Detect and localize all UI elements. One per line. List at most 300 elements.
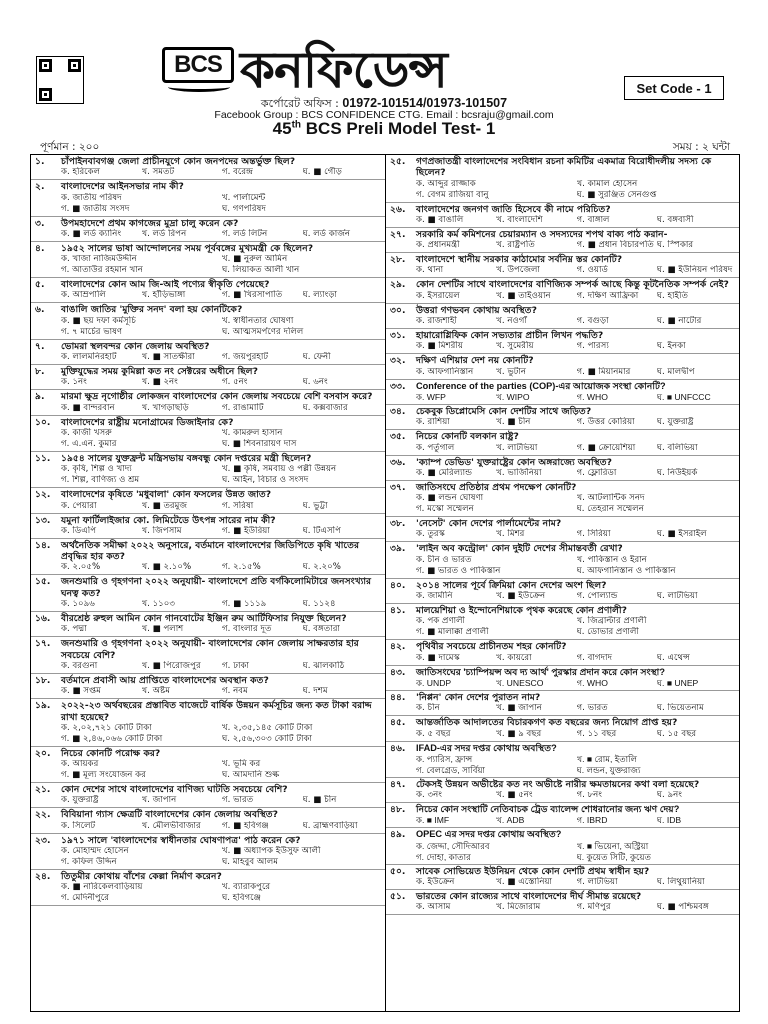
question-number: ৩০. (390, 304, 406, 316)
answer-option: খ. খাগড়াছড়ি (141, 402, 189, 413)
answer-option: গ. বাঙ্গাল (576, 214, 610, 225)
answer-option: খ. ■ এস্তোনিয়া (496, 877, 553, 888)
answer-option: গ. ■ ক্রোয়েশিয়া (576, 442, 636, 453)
question-text: টেকসই উন্নয়ন অভীষ্টের কত নং অভীষ্টে নারীর ক্ষমতায়নের কথা বলা হয়েছে? (416, 778, 700, 790)
answer-option: খ. ■ তরমুজ (141, 500, 188, 511)
question-line (31, 417, 383, 428)
answer-option: ক. কাজী খসরু (61, 427, 112, 438)
answer-option: ক. ইউক্রেন (416, 877, 455, 888)
question-text: যমুনা ফার্টিলাইজার কো. লিমিটেডে উৎপন্ন সারের নাম কী? (61, 514, 276, 526)
question-text: বর্তমানে প্রবাসী আয় প্রাপ্তিতে বাংলাদেশের অবস্থান কত? (61, 674, 269, 686)
answer-option: গ. ■ খিরসাপাতি (222, 290, 283, 301)
question-item (386, 828, 739, 864)
answer-option: ঘ. ১১২৪ (302, 599, 336, 610)
question-item (386, 203, 739, 228)
bcs-logo: BCS (162, 47, 234, 83)
answer-options (31, 759, 383, 781)
answer-option: ক. সিলেট (61, 820, 96, 831)
question-number: ৬. (35, 304, 45, 316)
question-number: ১৮. (35, 674, 51, 686)
question-item (386, 253, 739, 278)
answer-option: ঘ. লন্ডন, যুক্তরাজ্য (576, 764, 641, 775)
answer-option: ঘ. IDB (656, 815, 682, 826)
answer-options (386, 417, 737, 428)
answer-option: ঘ. আত্মসমর্পণের দলিল (222, 326, 304, 337)
answer-option: ক. WFP (416, 391, 446, 402)
answer-options (386, 367, 737, 378)
question-text: বাংলাদেশের রাষ্ট্রীয় মনোগ্রামের ডিজাইনার কে? (61, 416, 234, 428)
answer-options (386, 616, 737, 638)
question-item (31, 217, 385, 242)
answer-option: খ. WIPO (496, 391, 530, 402)
answer-options (386, 529, 737, 540)
answer-option: গ. ওয়ার্ড (576, 265, 608, 276)
answer-options (31, 403, 383, 414)
answer-option: গ. পোল্যান্ড (576, 591, 618, 602)
answer-option: গ. WHO (576, 391, 608, 402)
answer-option: ঘ. ডোভার প্রণালী (576, 627, 639, 638)
answer-option: ঘ. এথেন্স (656, 652, 690, 663)
question-line (31, 613, 383, 624)
question-number: ৩১. (390, 330, 406, 342)
question-text: বিবিয়ানা গ্যাস ক্ষেত্রটি বাংলাদেশের কোন জেলায় অবস্থিত? (61, 809, 278, 821)
answer-options (31, 562, 383, 573)
answer-option: ঘ. ১৫ বছর (656, 728, 697, 739)
answer-option: ক. থানা (416, 265, 444, 276)
question-line (386, 279, 737, 290)
answer-options (31, 501, 383, 512)
question-item (31, 834, 385, 870)
answer-option: ক. কৃষি, শিল্প ও খাদ্য (61, 464, 132, 475)
answer-option: খ. ■ পিরোজপুর (141, 660, 201, 671)
question-item (31, 303, 385, 339)
question-text: বাংলাদেশের আইনসভার নাম কী? (61, 181, 184, 193)
question-number: ৩৩. (390, 380, 406, 392)
answer-option: গ. লর্ড লিটন (222, 228, 268, 239)
question-item (386, 778, 739, 803)
answer-option: গ. ভারত (222, 795, 254, 806)
answer-option: ঘ. ■ UNEP (656, 677, 699, 688)
question-item (31, 674, 385, 699)
answer-options (31, 821, 383, 832)
question-line (31, 871, 383, 882)
answer-option: গ. সিরিয়া (576, 529, 611, 540)
question-number: ২১. (35, 784, 51, 796)
answer-option: গ. বগুড়া (576, 316, 609, 327)
question-number: ২৯. (390, 279, 406, 291)
question-text: জনশুমারি ও গৃহগণনা ২০২২ অনুযায়ী- বাংলাদেশে প্রতি বর্গকিলোমিটারে জনসংখ্যার ঘনত্ব কত? (61, 576, 372, 599)
answer-option: ঘ. লিথুয়ানিয়া (656, 877, 705, 888)
answer-option: খ. ভূমি কর (222, 759, 261, 770)
question-line (386, 254, 737, 265)
answer-option: গ. ■ মিয়ানমার (576, 366, 631, 377)
answer-option: ক. ■ মেরিল্যান্ড (416, 467, 473, 478)
answer-option: ক. আসাম (416, 902, 451, 913)
question-number: ২৭. (390, 228, 406, 240)
answer-options (31, 723, 383, 745)
answer-option: ঘ. ঝালকাঠি (302, 660, 345, 671)
answer-options (31, 377, 383, 388)
answer-option: ঘ. ■ চীন (302, 795, 337, 806)
answer-option: ঘ. লর্ড কার্জন (302, 228, 351, 239)
question-number: ১৬. (35, 613, 51, 625)
question-text: পৃথিবীর সবচেয়ে প্রাচীনতম শহর কোনটি? (416, 641, 567, 653)
question-item (31, 612, 385, 637)
answer-options (386, 443, 737, 454)
answer-option: ঘ. গণপরিষদ (222, 203, 266, 214)
answer-option: ঘ. দশম (302, 686, 328, 697)
question-line (386, 431, 737, 442)
question-item (31, 488, 385, 513)
answer-option: ক. রাশিয়া (416, 417, 450, 428)
answer-option: গ. বাগদাদ (576, 652, 613, 663)
answer-option: খ. জিপসাম (141, 525, 182, 536)
set-code-box: Set Code - 1 (624, 76, 724, 100)
answer-option: ঘ. হবিগঞ্জে (222, 893, 261, 904)
answer-option: ক. ■ লর্ড ক্যানিং (61, 228, 122, 239)
answer-option: ক. ■ মিশরীয় (416, 341, 463, 352)
answer-option: খ. জাপান (141, 795, 177, 806)
answer-option: ক. ১০৯৬ (61, 599, 95, 610)
answer-option: ঘ. লাটভিয়া (656, 591, 698, 602)
answer-option: গ. ভারত (576, 703, 608, 714)
question-number: ৪৬. (390, 742, 406, 754)
answer-option: ঘ. লিয়াকত আলী খান (222, 265, 300, 276)
question-text: ভারতের কোন রাজ্যের সাথে বাংলাদেশের দীর্ঘ সীমান্ত রয়েছে? (416, 891, 642, 903)
question-number: ১৩. (35, 514, 51, 526)
question-item (31, 747, 385, 783)
answer-option: ঘ. ■ পশ্চিমবঙ্গ (656, 902, 709, 913)
question-number: ৪২. (390, 641, 406, 653)
answer-option: খ. সুমেরীয় (496, 341, 534, 352)
answer-option: ক. UNDP (416, 677, 452, 688)
answer-option: খ. মিশর (496, 529, 525, 540)
question-text: ১৯৭১ সালে 'বাংলাদেশের স্বাধীনতার ঘোষণাপত্র' পাঠ করেন কে? (61, 834, 301, 846)
question-line (31, 341, 383, 352)
answer-option: খ. অষ্টম (141, 686, 170, 697)
answer-options (386, 591, 737, 602)
question-item (386, 716, 739, 741)
question-item (386, 304, 739, 329)
answer-options (31, 229, 383, 240)
question-item (31, 870, 385, 906)
question-number: ৩৯. (390, 543, 406, 555)
question-item (31, 539, 385, 576)
question-text: আন্তর্জাতিক আদালতের বিচারকগণ কত বছরের জন্য নিয়োগ প্রাপ্ত হয়? (416, 717, 678, 729)
question-line (386, 829, 737, 840)
answer-option: গ. বরেন্দ্র (222, 167, 254, 178)
answer-option: ঘ. আফগানিস্তান ও পাকিস্তান (576, 565, 676, 576)
full-marks: পূর্ণমান : ২০০ (40, 141, 100, 153)
question-item (386, 228, 739, 253)
question-text: জাতিসংঘের 'চ্যাম্পিয়ন্স অব দ্য আর্থ' পুরস্কার প্রদান করে কোন সংস্থা? (416, 666, 665, 677)
answer-option: ক. আব্দুর রাজ্জাক (416, 178, 476, 189)
office-phone: 01972-101514/01973-101507 (342, 96, 508, 110)
answer-option: ঘ. বঙ্গবাসী (656, 214, 694, 225)
answer-option: গ. কফিল উদ্দিন (61, 857, 117, 868)
question-item (31, 783, 385, 808)
answer-option: খ. ■ চীন (496, 417, 531, 428)
answer-option: গ. ■ প্রধান বিচারপতি (576, 240, 654, 251)
answer-option: গ. পারস্য (576, 341, 609, 352)
answer-option: খ. ■ নুরুল আমিন (222, 254, 288, 265)
answer-option: গ. ■ জাতীয় সংসদ (61, 203, 130, 214)
answer-option: গ. ■ ১১১৯ (222, 599, 267, 610)
question-item (31, 365, 385, 390)
answer-option: গ. দক্ষিণ আফ্রিকা (576, 290, 639, 301)
answer-option: ক. প্রধানমন্ত্রী (416, 240, 460, 251)
question-line (386, 692, 737, 703)
answer-option: ক. চীন (416, 703, 440, 714)
answer-option: ক. পদ্মা (61, 624, 87, 635)
brand-name: কনফিডেন্স (240, 41, 447, 99)
answer-option: খ. বাংলাদেশি (496, 214, 543, 225)
answer-option: ঘ. মাহবুব আলম (222, 857, 279, 868)
answer-option: ঘ. বঙ্গতারা (302, 624, 340, 635)
question-item (386, 579, 739, 604)
answer-options (386, 493, 737, 515)
answer-option: ঘ. হাইতি (656, 290, 688, 301)
answer-option: গ. মণিপুর (576, 902, 611, 913)
question-line (31, 576, 383, 599)
answer-option: খ. ■ ইউক্রেন (496, 591, 546, 602)
answer-option: গ. নবম (222, 686, 248, 697)
answer-option: ঘ. ল্যাংড়া (302, 290, 337, 301)
answer-options (386, 678, 737, 689)
answer-option: ক. বরগুনা (61, 660, 98, 671)
question-line (31, 279, 383, 290)
question-number: ৭. (35, 340, 45, 352)
answer-options (386, 877, 737, 888)
answer-option: ক. ■ লন্ডন ঘোষণা (416, 493, 484, 504)
answer-option: ঘ. টিএসপি (302, 525, 341, 536)
answer-option: ক. ■ বাঙালি (416, 214, 464, 225)
answer-option: ক. ■ দামেস্ক (416, 652, 460, 663)
answer-option: ক. জেদ্দা, সৌদিআরব (416, 840, 490, 851)
question-item (386, 155, 739, 203)
answer-option: ঘ. ভুট্টা (302, 500, 328, 511)
answer-option: খ. আটলান্টিক সনদ (576, 493, 645, 504)
question-line (31, 515, 383, 526)
question-line (386, 156, 737, 179)
question-item (31, 637, 385, 674)
answer-option: গ. উত্তর কোরিয়া (576, 417, 635, 428)
question-number: ৪৮. (390, 804, 406, 816)
question-text: ২০১৪ সালের পূর্বে ক্রিমিয়া কোন দেশের অংশ ছিল? (416, 579, 607, 591)
question-text: মালয়েশিয়া ও ইন্দোনেশিয়াকে পৃথক করেছে কোন প্রণালী? (416, 605, 627, 617)
answer-options (386, 291, 737, 302)
answer-options (31, 167, 383, 178)
question-line (386, 743, 737, 754)
answer-options (386, 653, 737, 664)
answer-option: ক. ৩নং (416, 790, 442, 801)
answer-options (31, 464, 383, 486)
answer-options (386, 316, 737, 327)
question-number: ৪৭. (390, 778, 406, 790)
question-number: ৪৫. (390, 717, 406, 729)
answer-option: ক. ৫ বছর (416, 728, 451, 739)
question-number: ৩৫. (390, 431, 406, 443)
answer-option: ঘ. আমদানি শুল্ক (222, 770, 280, 781)
answer-option: গ. মেদিনীপুরে (61, 893, 109, 904)
answer-option: ক. ডিএপি (61, 525, 97, 536)
answer-option: খ. ■ সাতক্ষীরা (141, 352, 195, 363)
question-number: ৪৪. (390, 691, 406, 703)
answer-option: ক. রাজশাহী (416, 316, 457, 327)
answer-option: খ. ■ ৫নং (496, 790, 533, 801)
question-line (386, 305, 737, 316)
answer-options (386, 703, 737, 714)
question-line (386, 482, 737, 493)
answer-option: ক. জার্মানি (416, 591, 453, 602)
answer-option: ঘ. ফেনী (302, 352, 331, 363)
question-line (31, 748, 383, 759)
answer-option: ক. মোহাম্মদ হোসেন (61, 846, 129, 857)
answer-option: গ. ■ ইউরিয়া (222, 525, 270, 536)
answer-option: ঘ. ভিয়েতনাম (656, 703, 704, 714)
question-text: উত্তরা গণভবন কোথায় অবস্থিত? (416, 304, 537, 316)
question-number: ৪৩. (390, 666, 406, 678)
answer-option: খ. উপজেলা (496, 265, 540, 276)
question-text: OPEC এর সদর দপ্তর কোথায় অবস্থিত? (416, 829, 562, 840)
answer-option: গ. বেলগ্রেড, সার্বিয়া (416, 764, 486, 775)
question-number: ৩৬. (390, 456, 406, 468)
question-number: ১১. (35, 452, 51, 464)
question-number: ৯. (35, 391, 45, 403)
answer-option: খ. ■ জাপান (496, 703, 542, 714)
question-text: অর্থনৈতিক সমীক্ষা ২০২২ অনুসারে, বর্তমানে বাংলাদেশের জিডিপিতে কৃষি খাতের প্রবৃদ্ধির হার কত? (61, 539, 360, 563)
answer-option: গ. ১১ বছর (576, 728, 617, 739)
question-text: 'নিপ্পন' কোন দেশের পুরাতন নাম? (416, 691, 541, 703)
question-line (31, 181, 383, 192)
question-line (31, 835, 383, 846)
answer-option: খ. UNESCO (496, 677, 544, 688)
question-text: নিচের কোনটি বলকান রাষ্ট্র? (416, 431, 519, 443)
question-item (386, 329, 739, 354)
question-text: বাংলাদেশের কোন আম জি-আই পণ্যের স্বীকৃতি পেয়েছে? (61, 279, 270, 291)
question-line (386, 580, 737, 591)
answer-option: ঘ. নিউইয়র্ক (656, 467, 698, 478)
question-text: 'নেসেট' কোন দেশের পার্লামেন্টের নাম? (416, 518, 562, 530)
question-text: ১৯৫২ সালের ভাষা আন্দোলনের সময় পূর্ববঙ্গের মুখ্যমন্ত্রী কে ছিলেন? (61, 242, 314, 254)
question-line (386, 866, 737, 877)
answer-option: ক. জাতীয় পরিষদ (61, 192, 122, 203)
question-line (386, 543, 737, 554)
question-number: ১২. (35, 489, 51, 501)
question-item (31, 514, 385, 539)
question-number: ১০. (35, 416, 51, 428)
answer-options (386, 179, 737, 201)
answer-option: ঘ. যুক্তরাষ্ট্র (656, 417, 694, 428)
question-item (386, 405, 739, 430)
answer-option: খ. ■ তাইওয়ান (496, 290, 551, 301)
answer-option: খ. ■ কৃষি, সমবায় ও পল্লী উন্নয়ন (222, 464, 337, 475)
answer-option: খ. রাষ্ট্রপতি (496, 240, 535, 251)
answer-option: খ. কামরুল হাসান (222, 427, 283, 438)
answer-options (31, 661, 383, 672)
answer-option: ঘ. তেহরান সম্মেলন (576, 504, 644, 515)
question-item (31, 242, 385, 278)
answer-option: খ. সমতট (141, 167, 175, 178)
answer-option: গ. বাংলার দূত (222, 624, 272, 635)
answer-option: গ. মস্কো সম্মেলন (416, 504, 474, 515)
answer-options (386, 240, 737, 251)
answer-option: খ. লাটভিয়া (496, 442, 538, 453)
answer-option: ক. ■ সপ্তম (61, 686, 101, 697)
question-line (31, 156, 383, 167)
answer-option: ঘ. ■ সুরঞ্জিত সেনগুপ্ত (576, 189, 657, 200)
question-number: ২. (35, 181, 45, 193)
question-text: ১৯৫৪ সালের যুক্তফ্রন্ট মন্ত্রিসভায় বঙ্গবন্ধু কোন দপ্তরের মন্ত্রী ছিলেন? (61, 452, 312, 464)
question-line (386, 355, 737, 366)
question-number: ২৩. (35, 834, 51, 846)
answer-option: ক. ■ ছয় দফা কর্মসূচি (61, 315, 136, 326)
question-number: ৩২. (390, 355, 406, 367)
question-number: ৪. (35, 242, 45, 254)
question-item (386, 354, 739, 379)
question-text: হায়ারোগ্লিফিক কোন সভ্যতার প্রাচীন লিখন পদ্ধতি? (416, 330, 604, 342)
question-line (386, 381, 737, 392)
answer-option: ক. যুক্তরাষ্ট্র (61, 795, 99, 806)
answer-option: ক. পক প্রণালী (416, 616, 466, 627)
answer-option: ক. লালমনিরহাট (61, 352, 117, 363)
answer-option: খ. ভার্জিনিয়া (496, 467, 542, 478)
question-text: কোন দেশের সাথে বাংলাদেশের বাণিজ্য ঘাটতি সবচেয়ে বেশি? (61, 784, 288, 796)
question-number: ৩৭. (390, 481, 406, 493)
facebook-email-line: Facebook Group : BCS CONFIDENCE CTG. Email : bcsraju@gmail.com (214, 109, 554, 121)
answer-option: গ. ঢাকা (222, 660, 249, 671)
question-line (386, 804, 737, 815)
answer-option: ক. আফগানিস্তান (416, 366, 474, 377)
logo-swoosh (168, 82, 230, 92)
question-number: ১৫. (35, 576, 51, 588)
question-item (386, 803, 739, 828)
test-title: 45th BCS Preli Model Test- 1 (272, 119, 496, 138)
question-text: Conference of the parties (COP)-এর আয়োজক সংস্থা কোনটি? (416, 380, 666, 391)
answer-option: ক. ■ IMF (416, 815, 450, 826)
question-item (31, 155, 385, 180)
answer-options (31, 193, 383, 215)
answer-option: ঘ. ২.২০% (302, 562, 341, 573)
question-number: ৮. (35, 366, 45, 378)
question-text: মুক্তিযুদ্ধের সময় কুমিল্লা কত নং সেক্টরের অধীনে ছিল? (61, 366, 258, 378)
question-item (386, 890, 739, 915)
question-text: নিচের কোনটি পরোক্ষ কর? (61, 747, 161, 759)
answer-option: ঘ. ৯নং (656, 790, 682, 801)
question-line (31, 809, 383, 820)
answer-options (386, 902, 737, 913)
answer-options (31, 882, 383, 904)
answer-option: গ. সরিষা (222, 500, 254, 511)
answer-option: ঘ. ■ ইউনিয়ন পরিষদ (656, 265, 733, 276)
question-item (31, 452, 385, 488)
question-text: বাংলাদেশের জনগণ জাতি হিসেবে কী নামে পরিচিত? (416, 203, 611, 215)
answer-option: ক. চীন ও ভারত (416, 554, 472, 565)
answer-options (386, 555, 737, 577)
question-number: ২০. (35, 747, 51, 759)
answer-option: গ. দোহা, কাতার (416, 851, 471, 862)
question-text: চাঁপাইনবাবগঞ্জ জেলা প্রাচীনযুগে কোন জনপদের অন্তর্ভুক্ত ছিল? (61, 156, 296, 167)
answer-option: ঘ. ৬নং (302, 377, 328, 388)
question-text: জনশুমারি ও গৃহগণনা ২০২২ অনুযায়ী- বাংলাদেশের কোন জেলায় সাক্ষরতার হার সবচেয়ে বেশি? (61, 638, 359, 661)
answer-option: গ. WHO (576, 677, 608, 688)
question-item (31, 416, 385, 452)
question-number: ৩৪. (390, 405, 406, 417)
question-text: বাঙালি জাতির 'মুক্তির সনদ' বলা হয় কোনটিকে? (61, 304, 243, 316)
answer-option: ক. আম্রপালি (61, 290, 106, 301)
question-line (386, 204, 737, 215)
answer-option: গ. রাঙামাটি (222, 402, 264, 413)
